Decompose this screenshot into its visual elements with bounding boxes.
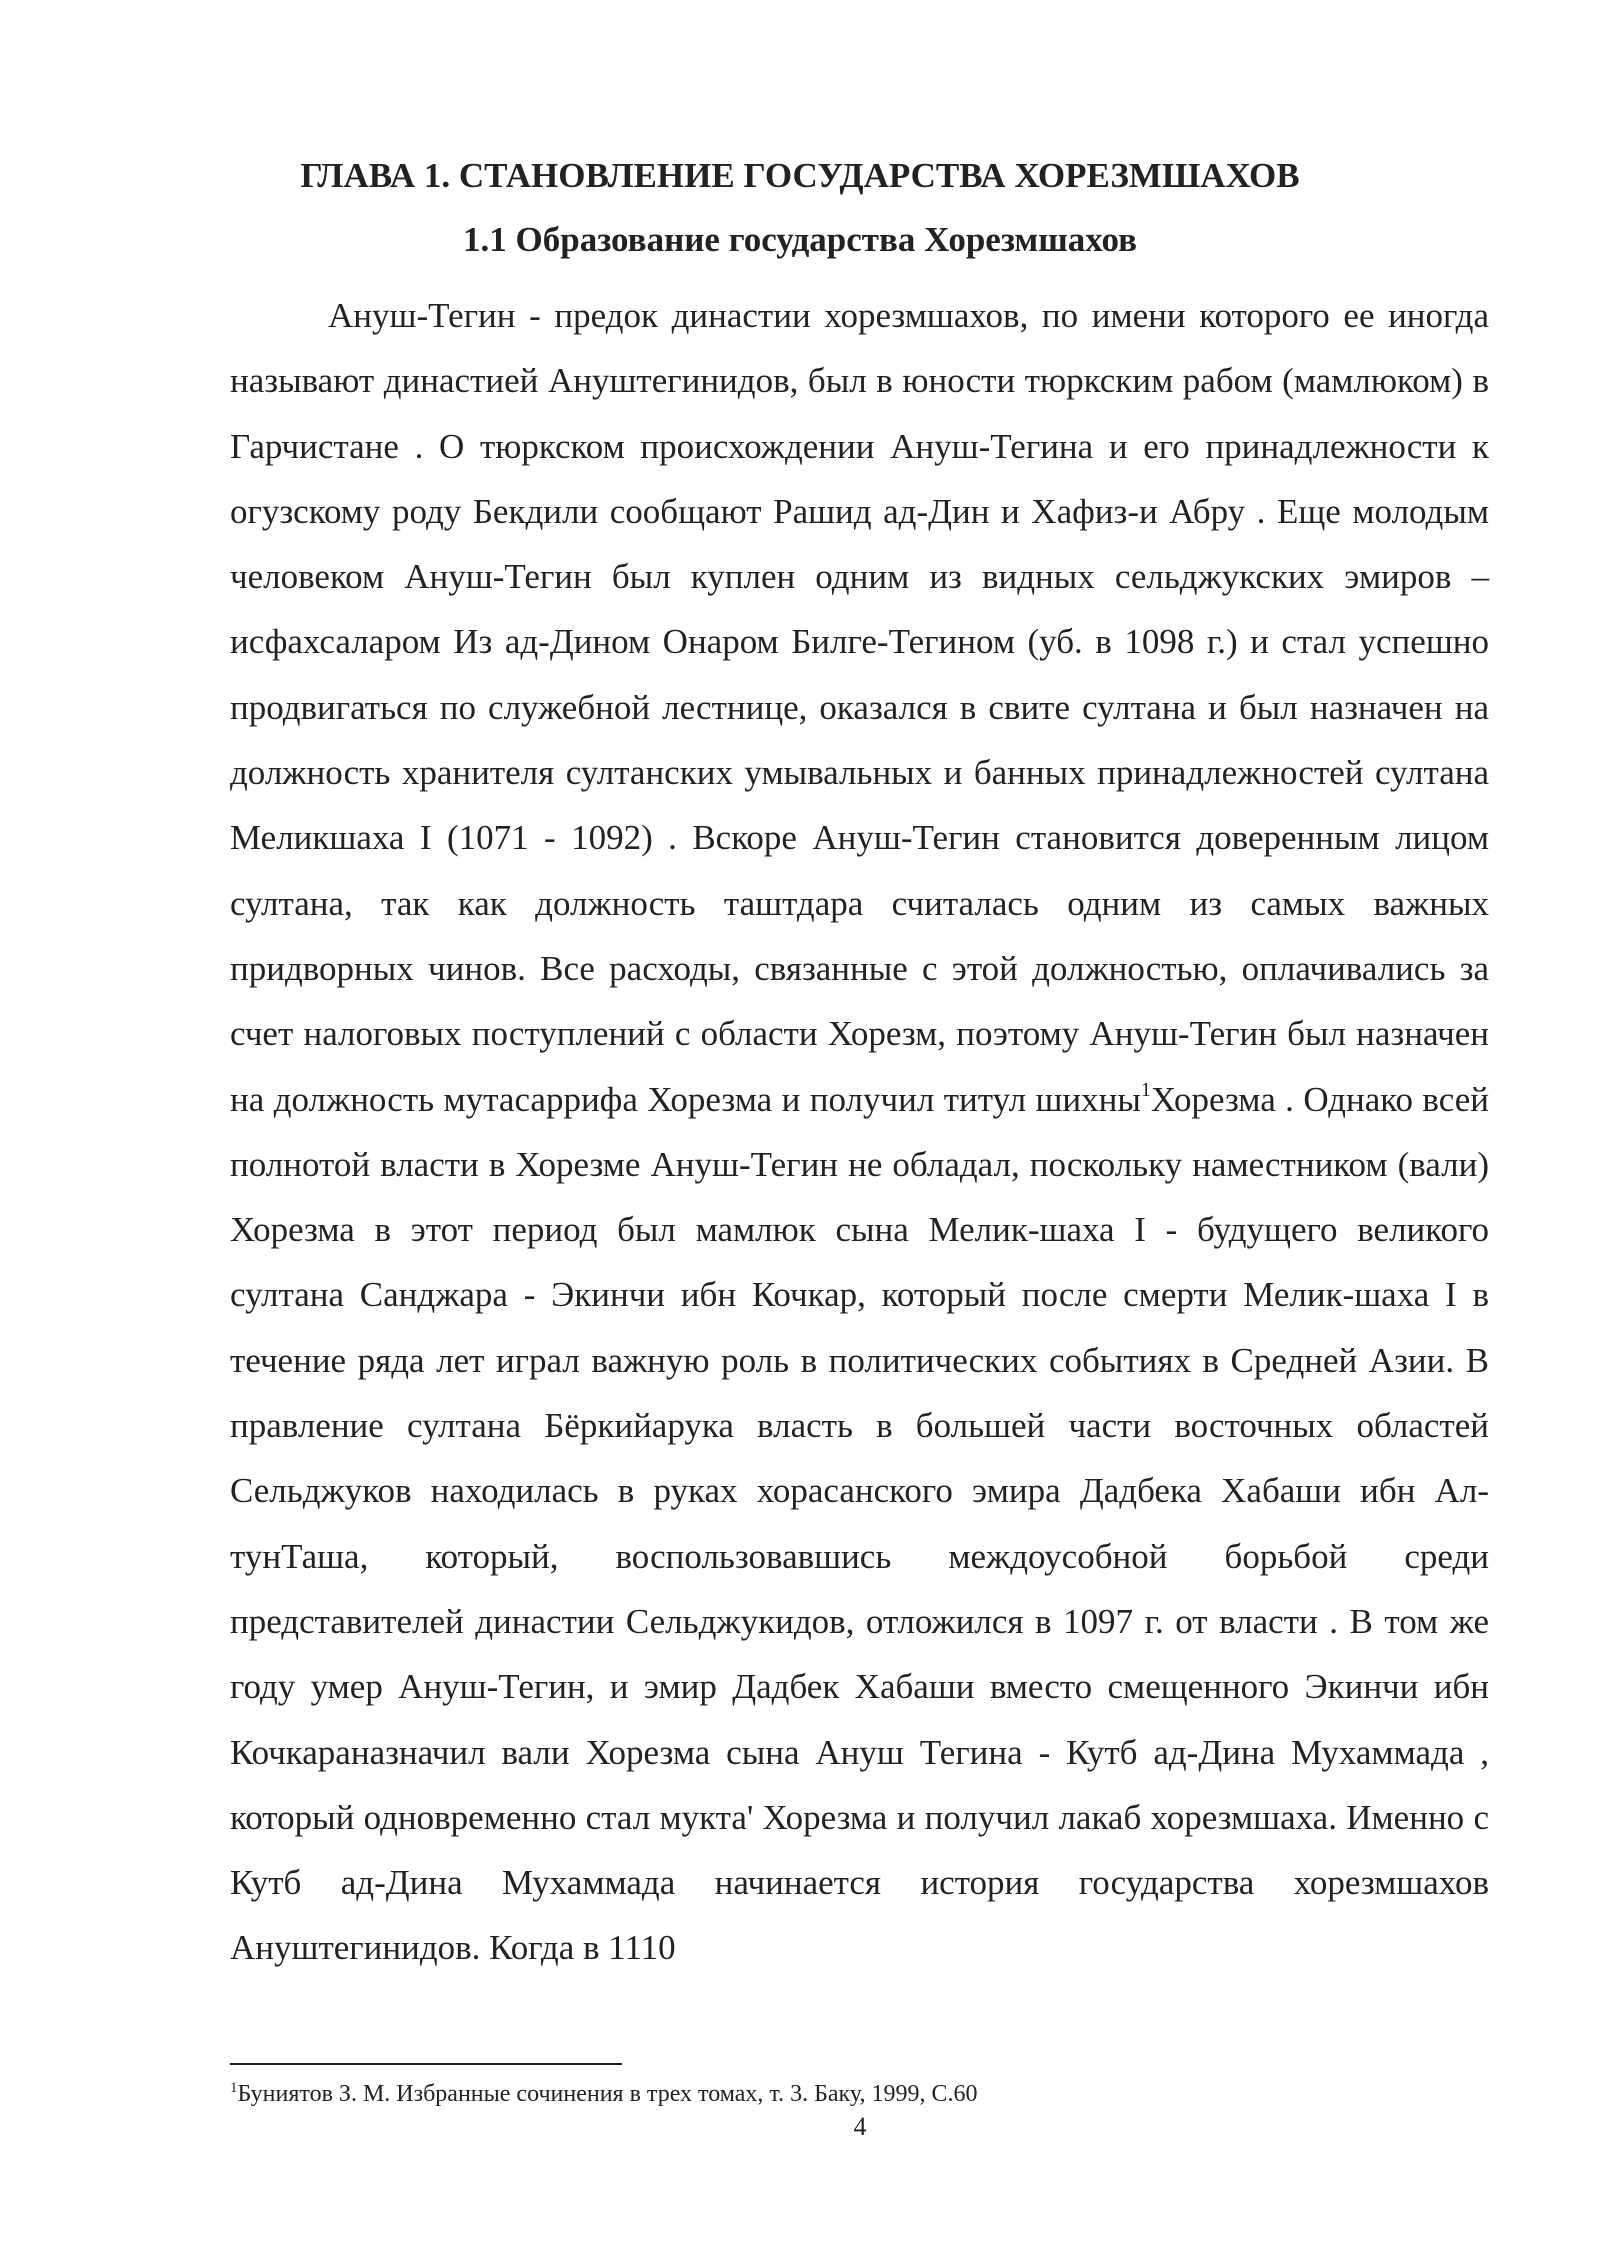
footnote-marker: 1 xyxy=(230,2080,238,2096)
page-number: 4 xyxy=(853,2112,867,2141)
paragraph-text-part1: Ануш-Тегин - предок династии хорезмшахов, по имени которого ее иногда называют династией Ануштегинидов, был в юности тюркским рабом (мамлюком) в Гарчистане . О тюркском происхождении Ануш-Тегина и его принадлежности к огузскому роду Бекдили сообщают Рашид ад-Дин и Хафиз-и Абру . Еще молодым человеком Ануш-Тегин был куплен одним из видных сельджукских эмиров – исфахсаларом Из ад-Дином Онаром Билге-Тегином (уб. в 1098 г.) и стал успешно продвигаться по служебной лестнице, оказался в свите султана и был назначен на должность хранителя султанских умывальных и банных принадлежностей султана Меликшаха I (1071 - 1092) . Вскоре Ануш-Тегин становится доверенным лицом султана, так как должность таштдара считалась одним из самых важных придворных чинов. Все расходы, связанные с этой должностью, оплачивались за счет налоговых поступлений с области Хорезм, поэтому Ануш-Тегин был назначен на должность мутасаррифа Хорезма и получил титул шихны xyxy=(230,296,1489,1119)
section-title: 1.1 Образование государства Хорезмшахов xyxy=(463,220,1137,259)
footnote-separator xyxy=(230,2063,622,2065)
footnote-reference[interactable]: 1 xyxy=(1140,1078,1151,1101)
body-paragraph xyxy=(230,283,1489,1981)
chapter-title: ГЛАВА 1. СТАНОВЛЕНИЕ ГОСУДАРСТВА ХОРЕЗМШАХОВ xyxy=(300,156,1300,195)
paragraph-text-part2: Хорезма . Однако всей полнотой власти в Хорезме Ануш-Тегин не обладал, поскольку наместником (вали) Хорезма в этот период был мамлюк сына Мелик-шаха I - будущего великого султана Санджара - Экинчи ибн Кочкар, который после смерти Мелик-шаха I в течение ряда лет играл важную роль в политических событиях в Средней Азии. В правление султана Бёркийарука власть в большей части восточных областей Сельджуков находилась в руках хорасанского эмира Дадбека Хабаши ибн Ал-тунТаша, который, воспользовавшись междоусобной борьбой среди представителей династии Сельджукидов, отложился в 1097 г. от власти . В том же году умер Ануш-Тегин, и эмир Дадбек Хабаши вместо смещенного Экинчи ибн Кочкараназначил вали Хорезма сына Ануш Тегина - Кутб ад-Дина Мухаммада , который одновременно стал мукта' Хорезма и получил лакаб хорезмшаха. Именно с Кутб ад-Дина Мухаммада начинается история государства хорезмшахов Ануштегинидов. Когда в 1110 xyxy=(230,1079,1489,1968)
footnote-text: Буниятов З. М. Избранные сочинения в трех томах, т. 3. Баку, 1999, С.60 xyxy=(237,2081,978,2107)
footnote xyxy=(230,2077,977,2111)
